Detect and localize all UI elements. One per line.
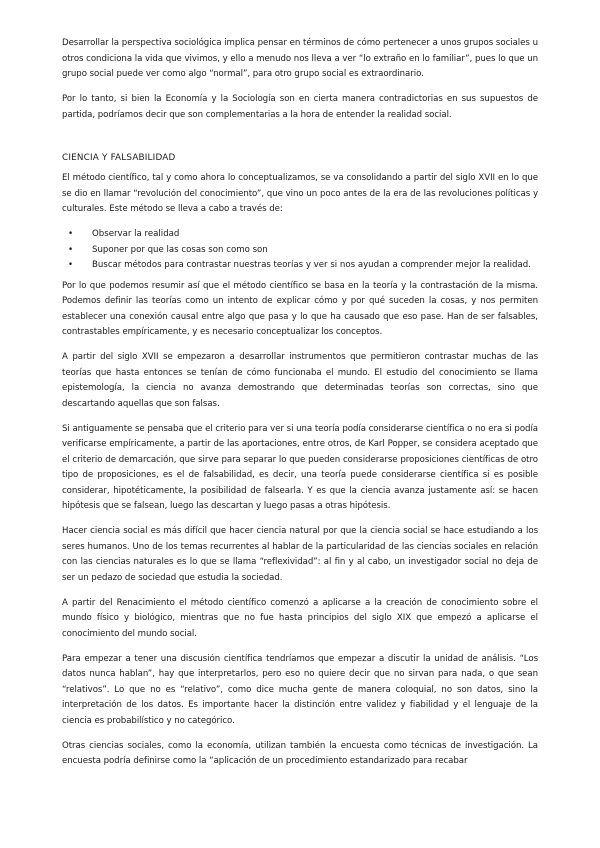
body-paragraph: Otras ciencias sociales, como la economía, utilizan también la encuesta como técnicas de investigación. La encuesta podría definirse como la “aplicación de un procedimiento estandarizado para recabar	[62, 740, 538, 766]
section-heading: CIENCIA Y FALSABILIDAD	[62, 153, 176, 163]
body-paragraph: Hacer ciencia social es más difícil que hacer ciencia natural por que la ciencia social se hace estudiando a los seres humanos. Uno de los temas recurrentes al hablar de la particularidad de las ciencias sociales en relación con las ciencias naturales es lo que se llama “reflexividad”: al fin y al cabo, un investigador social no deja de ser un pedazo de sociedad que estudia la sociedad.	[62, 526, 538, 583]
intro-paragraph: Por lo tanto, si bien la Economía y la Sociología son en cierta manera contradictorias en sus supuestos de partida, podríamos decir que son complementarias a la hora de entender la realidad social.	[62, 94, 538, 120]
list-item: • Buscar métodos para contrastar nuestras teorías y ver si nos ayudan a comprender mejor la realidad.	[62, 258, 538, 274]
body-paragraph: Si antiguamente se pensaba que el criterio para ver si una teoría podía considerarse científica o no era si podía verificarse empíricamente, a partir de las aportaciones, entre otros, de Karl Popper, se considera aceptado que el criterio de demarcación, que sirve para separar lo que pueden considerarse proposiciones científicas de otro tipo de proposiciones, es el de falsabilidad, es decir, una teoría puede considerarse científica si es posible considerar, hipotéticamente, la posibilidad de falsearla. Y es que la ciencia avanza justamente así: se hacen hipótesis que se falsean, luego las descartan y luego pasas a otras hipótesis.	[62, 423, 538, 511]
list-item: • Suponer por que las cosas son como son	[62, 243, 538, 259]
intro-paragraph: Desarrollar la perspectiva sociológica implica pensar en términos de cómo pertenecer a unos grupos sociales u otros condiciona la vida que vivimos, y ello a menudo nos lleva a ver “lo extraño en lo familiar”, pues lo que un grupo social puede ver como algo “normal”, para otro grupo social es extraordinario.	[62, 38, 538, 79]
body-paragraph: A partir del siglo XVII se empezaron a desarrollar instrumentos que permitieron contrastar muchas de las teorías que hasta entonces se tenían de cómo funcionaba el mundo. El estudio del conocimiento se llama epistemología, la ciencia no avanza demostrando que determinadas teorías son correctas, sino que descartando aquellas que son falsas.	[62, 352, 538, 409]
method-steps-list	[62, 227, 538, 274]
body-paragraph: A partir del Renacimiento el método científico comenzó a aplicarse a la creación de conocimiento sobre el mundo físico y biológico, mientras que no fue hasta principios del siglo XIX que empezó a aplicarse el conocimiento del mundo social.	[62, 597, 538, 639]
section-intro-paragraph: El método científico, tal y como ahora lo conceptualizamos, se va consolidando a partir del siglo XVII en lo que se dio en llamar “revolución del conocimiento”, que vino un poco antes de la era de las revoluciones políticas y culturales. Este método se lleva a cabo a través de:	[62, 173, 538, 214]
body-paragraph: Para empezar a tener una discusión científica tendríamos que empezar a discutir la unidad de análisis. “Los datos nunca hablan”, hay que interpretarlos, pero eso no quiere decir que no sirvan para nada, o que sean “relativos”. Lo que no es “relativo”, como dice mucha gente de manera coloquial, no son datos, sino la interpretación de los datos. Es importante hacer la distinción entre validez y fiabilidad y el lenguaje de la ciencia es probabilístico y no categórico.	[62, 653, 538, 726]
list-item: • Observar la realidad	[62, 227, 538, 243]
body-paragraph: Por lo que podemos resumir así que el método científico se basa en la teoría y la contrastación de la misma. Podemos definir las teorías como un intento de explicar cómo y por qué suceden la cosas, y nos permiten establecer una conexión causal entre algo que pasa y lo que ha causado que eso pase. Han de ser falsables, contrastables empíricamente, y es necesario conceptualizar los conceptos.	[62, 280, 538, 337]
